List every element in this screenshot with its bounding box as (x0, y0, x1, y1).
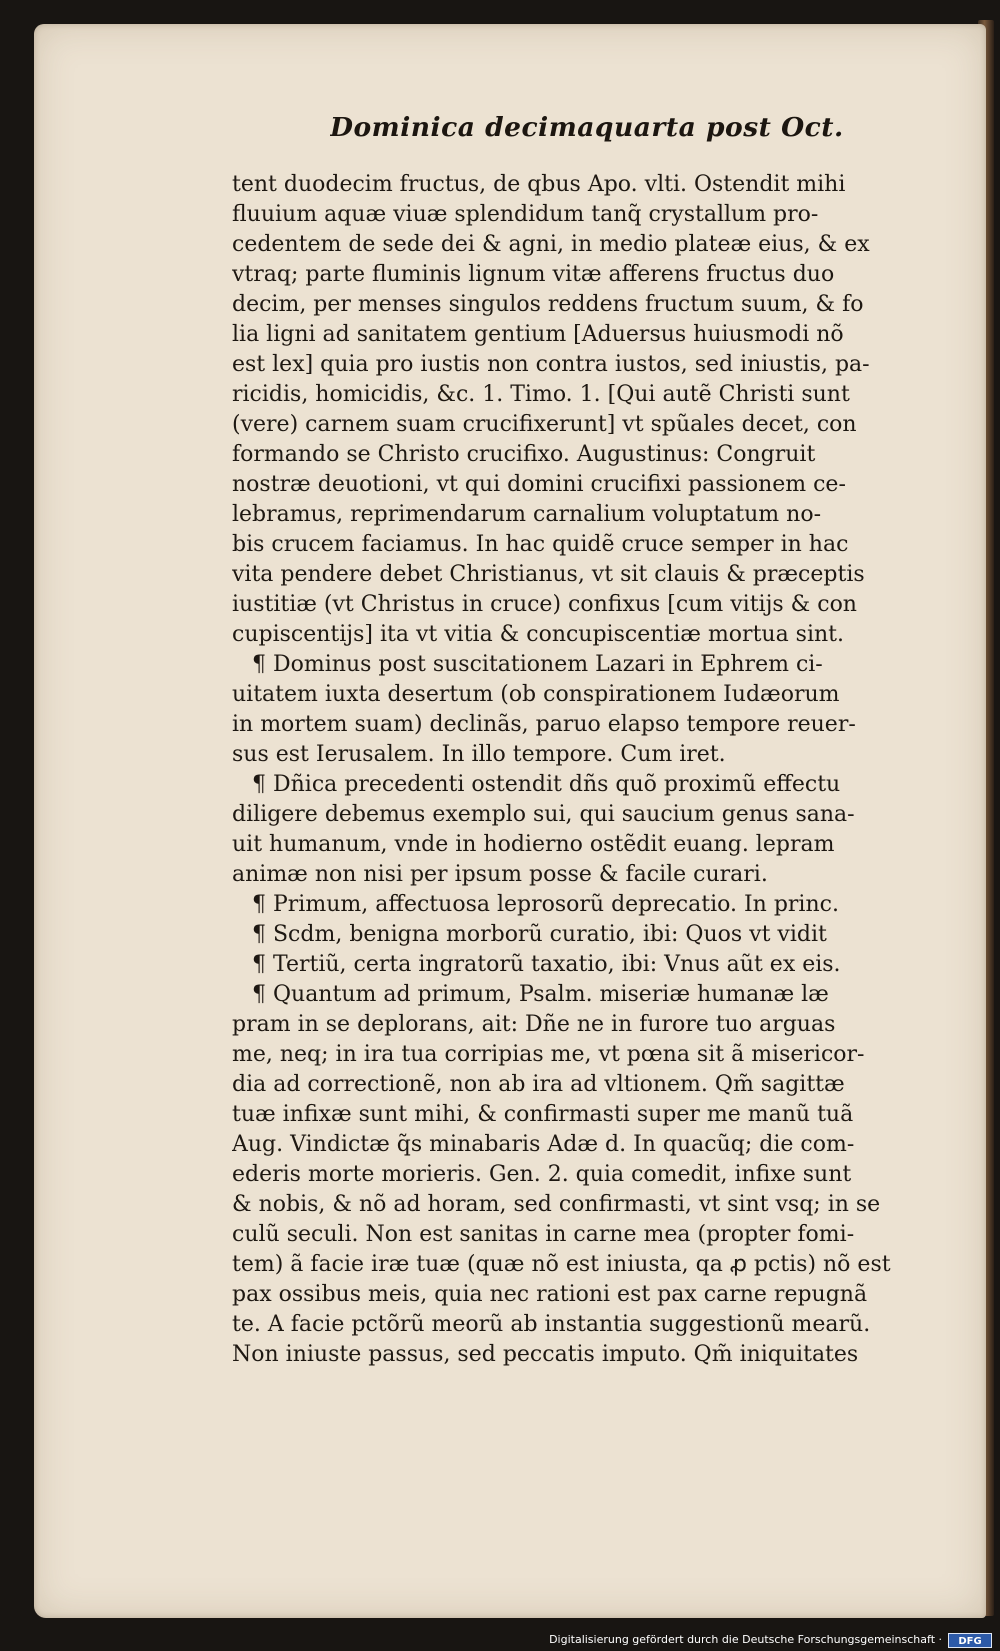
paragraph-start-line: ¶ Quantum ad primum, Psalm. miseriæ humanæ læ (252, 982, 829, 1007)
text-line: diligere debemus exemplo sui, qui saucium genus sana- (232, 802, 855, 827)
text-line: in mortem suam) declinãs, paruo elapso tempore reuer- (232, 712, 856, 737)
text-line: cedentem de sede dei & agni, in medio plateæ eius, & ex (232, 232, 870, 257)
text-line: vtraq; parte fluminis lignum vitæ afferens fructus duo (232, 262, 835, 287)
paragraph-start-line: ¶ Scdm, benigna morborũ curatio, ibi: Quos vt vidit (252, 922, 827, 947)
text-line: lebramus, reprimendarum carnalium voluptatum no- (232, 502, 822, 527)
page-body-text (232, 170, 930, 1380)
text-line: decim, per menses singulos reddens fructum suum, & fo (232, 292, 864, 317)
text-line: tuæ infixæ sunt mihi, & confirmasti super me manũ tuã (232, 1102, 854, 1127)
text-line: te. A facie pctõrũ meorũ ab instantia suggestionũ mearũ. (232, 1312, 871, 1337)
text-line: lia ligni ad sanitatem gentium [Aduersus huiusmodi nõ (232, 322, 844, 347)
text-line: animæ non nisi per ipsum posse & facile curari. (232, 862, 768, 887)
text-line: formando se Christo crucifixo. Augustinus: Congruit (232, 442, 816, 467)
text-line: tent duodecim fructus, de qbus Apo. vlti. Ostendit mihi (232, 172, 846, 197)
text-line: uitatem iuxta desertum (ob conspirationem Iudæorum (232, 682, 840, 707)
text-line: ederis morte morieris. Gen. 2. quia comedit, infixe sunt (232, 1162, 852, 1187)
text-line: (vere) carnem suam crucifixerunt] vt spũales decet, con (232, 412, 857, 437)
text-line: bis crucem faciamus. In hac quidẽ cruce semper in hac (232, 532, 849, 557)
text-line: ricidis, homicidis, &c. 1. Timo. 1. [Qui autẽ Christi sunt (232, 382, 850, 407)
text-line: sus est Ierusalem. In illo tempore. Cum iret. (232, 742, 726, 767)
paragraph-start-line: ¶ Tertiũ, certa ingratorũ taxatio, ibi: Vnus aũt ex eis. (252, 952, 841, 977)
text-line: fluuium aquæ viuæ splendidum tanq̃ crystallum pro- (232, 202, 819, 227)
text-line: tem) ã facie iræ tuæ (quæ nõ est iniusta, qa ꝓ pctis) nõ est (232, 1252, 891, 1277)
text-line: cupiscentijs] ita vt vitia & concupiscentiæ mortua sint. (232, 622, 845, 647)
text-line: pax ossibus meis, quia nec rationi est pax carne repugnã (232, 1282, 868, 1307)
text-line: & nobis, & nõ ad horam, sed confirmasti, vt sint vsq; in se (232, 1192, 881, 1217)
text-line: est lex] quia pro iustis non contra iustos, sed iniustis, pa- (232, 352, 870, 377)
text-line: pram in se deplorans, ait: Dñe ne in furore tuo arguas (232, 1012, 836, 1037)
text-line: Aug. Vindictæ q̃s minabaris Adæ d. In quacũq; die com- (232, 1132, 855, 1157)
digitization-credit: Digitalisierung gefördert durch die Deutsche Forschungsgemeinschaft · (549, 1633, 942, 1646)
text-line: dia ad correctionẽ, non ab ira ad vltionem. Qm̃ sagittæ (232, 1072, 845, 1097)
running-head: Dominica decimaquarta post Oct. (330, 112, 844, 143)
text-line: culũ seculi. Non est sanitas in carne mea (propter fomi- (232, 1222, 855, 1247)
text-line: nostræ deuotioni, vt qui domini crucifixi passionem ce- (232, 472, 846, 497)
text-line: Non iniuste passus, sed peccatis imputo. Qm̃ iniquitates (232, 1342, 859, 1367)
dfg-logo: DFG (948, 1633, 992, 1648)
paragraph-start-line: ¶ Dñica precedenti ostendit dñs quõ proximũ effectu (252, 772, 841, 797)
paragraph-start-line: ¶ Primum, affectuosa leprosorũ deprecatio. In princ. (252, 892, 839, 917)
text-line: vita pendere debet Christianus, vt sit clauis & præceptis (232, 562, 865, 587)
text-line: iustitiæ (vt Christus in cruce) confixus [cum vitijs & con (232, 592, 857, 617)
text-line: uit humanum, vnde in hodierno ostẽdit euang. lepram (232, 832, 835, 857)
text-line: me, neq; in ira tua corripias me, vt pœna sit ã misericor- (232, 1042, 865, 1067)
paragraph-start-line: ¶ Dominus post suscitationem Lazari in Ephrem ci- (252, 652, 823, 677)
